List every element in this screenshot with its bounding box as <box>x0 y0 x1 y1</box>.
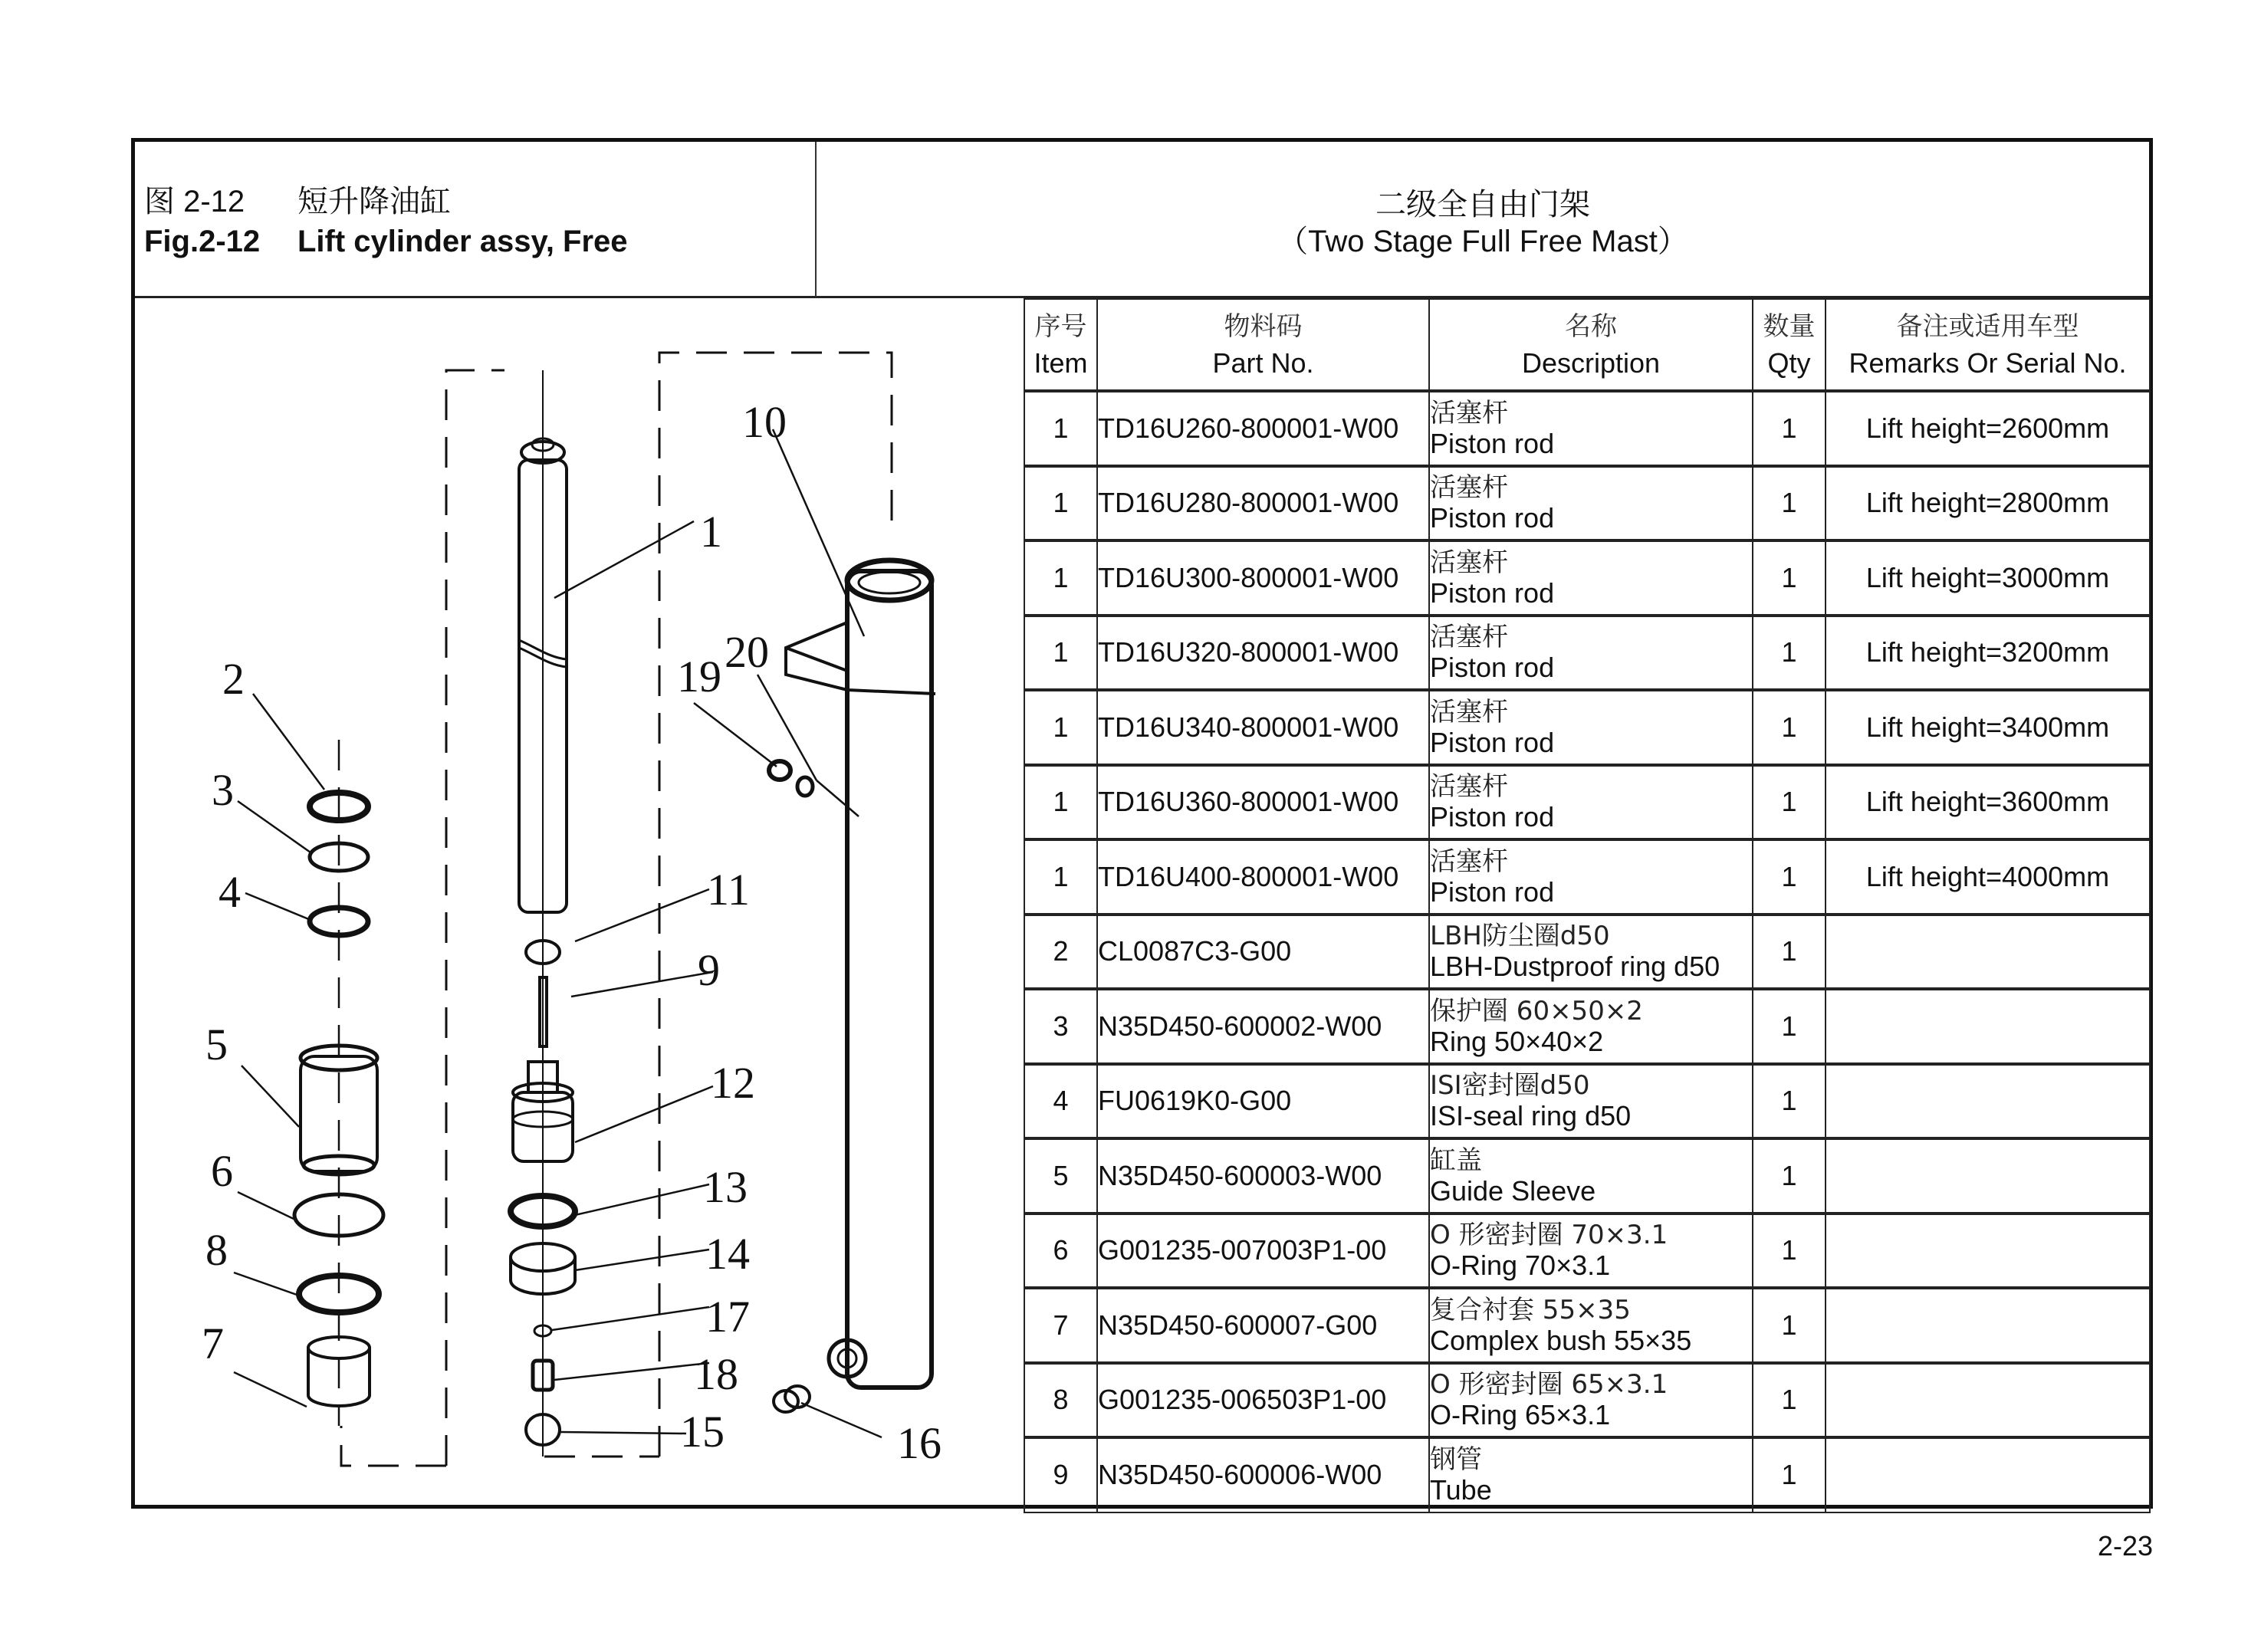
cell-item: 1 <box>1024 616 1097 691</box>
table-row <box>1024 540 2150 616</box>
cell-qty: 1 <box>1753 989 1826 1064</box>
callout-11: 11 <box>707 865 750 915</box>
callout-8: 8 <box>205 1225 228 1275</box>
cell-remarks <box>1826 1437 2150 1512</box>
figure-title-cn-text: 短升降油缸 <box>297 185 451 218</box>
cell-item: 1 <box>1024 765 1097 840</box>
cell-part-no: N35D450-600003-W00 <box>1097 1138 1429 1214</box>
cell-qty: 1 <box>1753 1363 1826 1438</box>
col-header-remarks: 备注或适用车型 Remarks Or Serial No. <box>1826 299 2150 391</box>
desc-en: Piston rod <box>1430 801 1555 833</box>
cell-description <box>1429 1437 1753 1512</box>
cell-qty: 1 <box>1753 391 1826 466</box>
table-row <box>1024 1363 2150 1438</box>
figure-title-en-text: Lift cylinder assy, Free <box>297 225 628 258</box>
figure-number-en: Fig.2-12 <box>144 225 261 258</box>
callout-1: 1 <box>700 507 722 557</box>
cell-qty: 1 <box>1753 1138 1826 1214</box>
cell-part-no: TD16U260-800001-W00 <box>1097 391 1429 466</box>
cell-item: 5 <box>1024 1138 1097 1214</box>
desc-en: O-Ring 65×3.1 <box>1430 1399 1611 1431</box>
figure-number-cn: 图 2-12 <box>144 185 245 218</box>
callout-17: 17 <box>705 1292 750 1342</box>
desc-cn: 活塞杆 <box>1430 846 1508 877</box>
cell-remarks <box>1826 989 2150 1064</box>
cell-qty: 1 <box>1753 1437 1826 1512</box>
cell-item: 7 <box>1024 1288 1097 1363</box>
callout-10: 10 <box>742 397 787 447</box>
callout-5: 5 <box>205 1020 228 1069</box>
table-row <box>1024 989 2150 1064</box>
table-row <box>1024 915 2150 990</box>
cell-part-no: CL0087C3-G00 <box>1097 915 1429 990</box>
cell-remarks <box>1826 1363 2150 1438</box>
callout-14: 14 <box>705 1229 750 1279</box>
cell-description <box>1429 466 1753 541</box>
cell-remarks <box>1826 1064 2150 1139</box>
desc-en: Tube <box>1430 1474 1492 1506</box>
mast-title-cn: 二级全自由门架 <box>1375 187 1590 222</box>
col-header-description: 名称 Description <box>1429 299 1753 391</box>
desc-cn: 活塞杆 <box>1430 696 1508 727</box>
callout-6: 6 <box>211 1146 233 1196</box>
cell-remarks: Lift height=4000mm <box>1826 839 2150 915</box>
cell-remarks: Lift height=2800mm <box>1826 466 2150 541</box>
cell-item: 9 <box>1024 1437 1097 1512</box>
cell-remarks <box>1826 1288 2150 1363</box>
cell-item: 6 <box>1024 1214 1097 1289</box>
desc-en: Piston rod <box>1430 427 1555 459</box>
desc-en: Piston rod <box>1430 875 1555 908</box>
desc-cn: 保护圈 60×50×2 <box>1430 995 1643 1026</box>
mast-title-en: （Two Stage Full Free Mast） <box>1277 225 1688 258</box>
cell-qty: 1 <box>1753 765 1826 840</box>
cell-qty: 1 <box>1753 915 1826 990</box>
table-row <box>1024 391 2150 466</box>
cell-description <box>1429 540 1753 616</box>
cell-item: 1 <box>1024 391 1097 466</box>
cell-remarks <box>1826 915 2150 990</box>
table-row <box>1024 690 2150 765</box>
cell-item: 1 <box>1024 690 1097 765</box>
parts-table <box>1024 298 2151 1513</box>
cell-qty: 1 <box>1753 1288 1826 1363</box>
desc-en: Complex bush 55×35 <box>1430 1324 1692 1356</box>
figure-title-cn <box>144 177 451 221</box>
cell-description <box>1429 765 1753 840</box>
desc-cn: 活塞杆 <box>1430 397 1508 429</box>
cell-remarks: Lift height=2600mm <box>1826 391 2150 466</box>
cell-remarks: Lift height=3400mm <box>1826 690 2150 765</box>
cell-remarks: Lift height=3200mm <box>1826 616 2150 691</box>
cell-qty: 1 <box>1753 466 1826 541</box>
cell-part-no: TD16U280-800001-W00 <box>1097 466 1429 541</box>
cylinder-exploded-view-icon <box>135 298 1024 1505</box>
desc-cn: 活塞杆 <box>1430 472 1508 504</box>
callout-18: 18 <box>694 1349 738 1399</box>
callout-3: 3 <box>212 765 234 815</box>
cell-remarks <box>1826 1138 2150 1214</box>
cell-qty: 1 <box>1753 616 1826 691</box>
cell-part-no: N35D450-600007-G00 <box>1097 1288 1429 1363</box>
desc-cn: 活塞杆 <box>1430 622 1508 653</box>
cell-part-no: TD16U320-800001-W00 <box>1097 616 1429 691</box>
table-row <box>1024 765 2150 840</box>
cell-part-no: N35D450-600006-W00 <box>1097 1437 1429 1512</box>
callout-15: 15 <box>680 1407 725 1457</box>
table-row <box>1024 1138 2150 1214</box>
cell-description <box>1429 915 1753 990</box>
col-header-part-no: 物料码 Part No. <box>1097 299 1429 391</box>
cell-qty: 1 <box>1753 1214 1826 1289</box>
cell-qty: 1 <box>1753 690 1826 765</box>
desc-cn: 钢管 <box>1430 1444 1482 1476</box>
cell-remarks: Lift height=3600mm <box>1826 765 2150 840</box>
cell-part-no: TD16U400-800001-W00 <box>1097 839 1429 915</box>
table-row <box>1024 839 2150 915</box>
callout-2: 2 <box>222 654 245 704</box>
cell-item: 1 <box>1024 839 1097 915</box>
cell-description <box>1429 1064 1753 1139</box>
cell-part-no: G001235-007003P1-00 <box>1097 1214 1429 1289</box>
cell-description <box>1429 1288 1753 1363</box>
cell-description <box>1429 989 1753 1064</box>
desc-en: LBH-Dustproof ring d50 <box>1430 951 1720 983</box>
cell-description <box>1429 391 1753 466</box>
cell-item: 3 <box>1024 989 1097 1064</box>
desc-cn: O 形密封圈 70×3.1 <box>1430 1220 1668 1251</box>
desc-en: Guide Sleeve <box>1430 1174 1596 1207</box>
cell-description <box>1429 616 1753 691</box>
cell-part-no: FU0619K0-G00 <box>1097 1064 1429 1139</box>
cell-description <box>1429 1138 1753 1214</box>
table-row <box>1024 1288 2150 1363</box>
cell-item: 4 <box>1024 1064 1097 1139</box>
col-header-item: 序号 Item <box>1024 299 1097 391</box>
callout-12: 12 <box>711 1058 755 1108</box>
cell-part-no: TD16U360-800001-W00 <box>1097 765 1429 840</box>
desc-cn: ISI密封圈d50 <box>1430 1070 1590 1102</box>
table-row <box>1024 466 2150 541</box>
figure-title-en <box>144 225 628 259</box>
cell-part-no: TD16U340-800001-W00 <box>1097 690 1429 765</box>
desc-cn: LBH防尘圈d50 <box>1430 921 1610 952</box>
cell-qty: 1 <box>1753 1064 1826 1139</box>
desc-en: Piston rod <box>1430 576 1555 609</box>
desc-en: O-Ring 70×3.1 <box>1430 1250 1611 1282</box>
cell-remarks: Lift height=3000mm <box>1826 540 2150 616</box>
cell-qty: 1 <box>1753 540 1826 616</box>
desc-en: Piston rod <box>1430 502 1555 534</box>
col-header-qty: 数量 Qty <box>1753 299 1826 391</box>
cell-item: 2 <box>1024 915 1097 990</box>
callout-19: 19 <box>677 652 721 701</box>
desc-cn: 活塞杆 <box>1430 771 1508 803</box>
cell-item: 8 <box>1024 1363 1097 1438</box>
figure-frame <box>131 138 2153 1509</box>
cell-part-no: TD16U300-800001-W00 <box>1097 540 1429 616</box>
cell-part-no: N35D450-600002-W00 <box>1097 989 1429 1064</box>
cell-item: 1 <box>1024 540 1097 616</box>
table-row <box>1024 1437 2150 1512</box>
table-row <box>1024 616 2150 691</box>
cell-description <box>1429 839 1753 915</box>
table-row <box>1024 1214 2150 1289</box>
callout-20: 20 <box>725 627 769 677</box>
cell-part-no: G001235-006503P1-00 <box>1097 1363 1429 1438</box>
cell-description <box>1429 1363 1753 1438</box>
callout-9: 9 <box>698 945 720 995</box>
desc-en: Piston rod <box>1430 726 1555 758</box>
callout-13: 13 <box>703 1162 748 1212</box>
table-row <box>1024 1064 2150 1139</box>
desc-en: Ring 50×40×2 <box>1430 1025 1604 1057</box>
table-header-row <box>1024 299 2150 391</box>
desc-en: ISI-seal ring d50 <box>1430 1100 1632 1132</box>
figure-title-block <box>135 142 817 298</box>
cell-item: 1 <box>1024 466 1097 541</box>
desc-cn: 缸盖 <box>1430 1145 1482 1176</box>
cell-qty: 1 <box>1753 839 1826 915</box>
exploded-drawing <box>135 298 1024 1505</box>
callout-7: 7 <box>202 1319 224 1368</box>
desc-cn: 活塞杆 <box>1430 547 1508 578</box>
mast-title-block <box>817 142 2149 298</box>
cell-remarks <box>1826 1214 2150 1289</box>
desc-en: Piston rod <box>1430 652 1555 684</box>
desc-cn: O 形密封圈 65×3.1 <box>1430 1369 1668 1401</box>
desc-cn: 复合衬套 55×35 <box>1430 1294 1631 1325</box>
page-number: 2-23 <box>2097 1530 2153 1562</box>
cell-description <box>1429 1214 1753 1289</box>
callout-4: 4 <box>219 867 241 917</box>
callout-16: 16 <box>897 1418 942 1468</box>
cell-description <box>1429 690 1753 765</box>
